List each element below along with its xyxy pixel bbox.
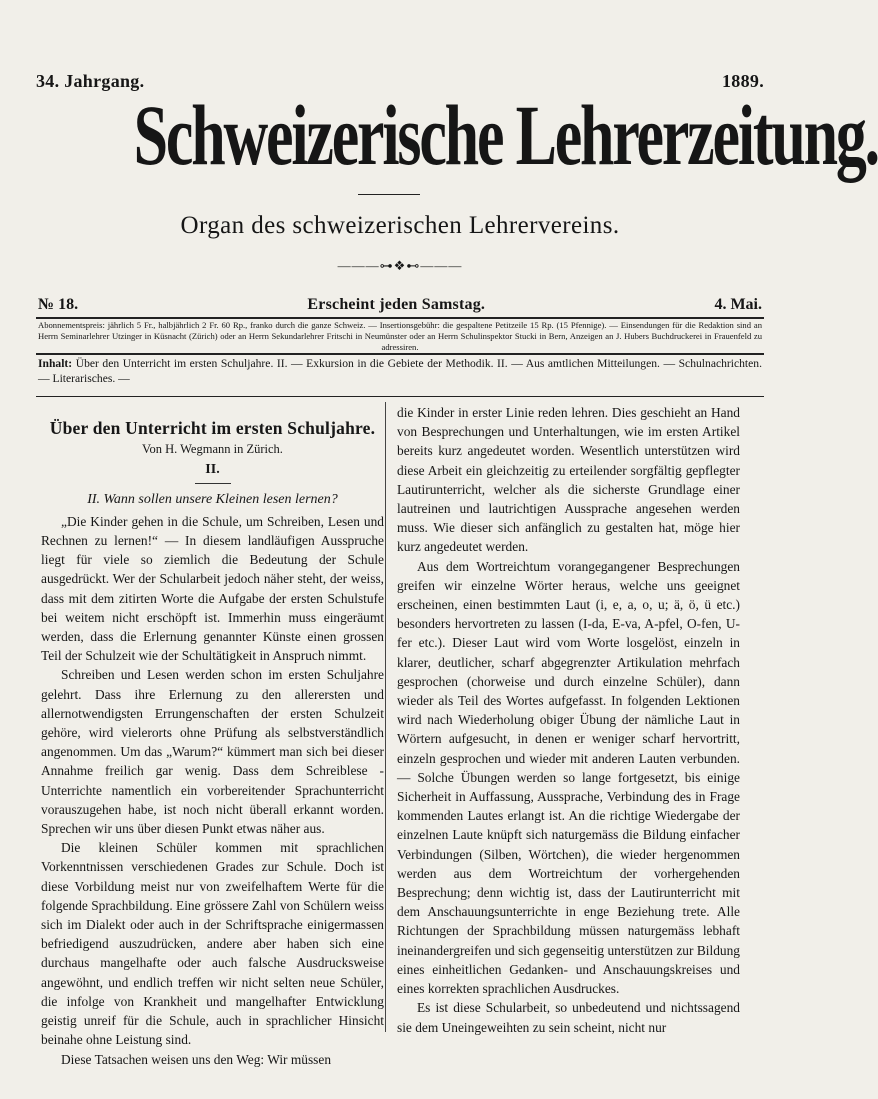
article-author: Von H. Wegmann in Zürich.: [142, 442, 283, 457]
right-column: [397, 403, 740, 1037]
title-rule: [358, 194, 420, 195]
paragraph: die Kinder in erster Linie reden lehren. Dies geschieht an Hand von Besprechungen und Unterhaltungen, wie im ersten Artikel bereits kurz angedeutet worden. Wesentlich unterstützen wird diese Arbeit ein gleichzeitig zu erteilender sorgfältig gepflegter Lautirunterricht, welcher als die sicherste Grundlage einer lautreinen und lautrichtigen Aussprache angesehen werden muss. Wie dieser sich anfänglich zu gestalten hat, möge hier kurz angedeutet werden.: [397, 405, 740, 555]
section-question: II. Wann sollen unsere Kleinen lesen lernen?: [87, 491, 338, 507]
subscription-info: Abonnementspreis: jährlich 5 Fr., halbjährlich 2 Fr. 60 Rp., franko durch die ganze Schweiz. — Insertionsgebühr: die gespaltene Petitzeile 15 Rp. (15 Pfennige). — Einsendungen für die Redaktion sind an Herrn Seminarlehrer Utzinger in Küsnacht (Zürich) oder an Herrn Sekundarlehrer Fritschi in Neumünster oder an Herrn Schulinspektor Stucki in Bern, Anzeigen an J. Hubers Buchdruckerei in Frauenfeld zu adressiren.: [38, 320, 762, 352]
column-divider: [385, 402, 386, 1032]
contents-text: Über den Unterricht im ersten Schuljahre. II. — Exkursion in die Gebiete der Methodik. II. — Aus amtlichen Mitteilungen. — Schulnachrichten. — Literarisches. —: [38, 357, 762, 385]
contents-block: [38, 356, 762, 386]
volume-label: 34. Jahrgang.: [36, 71, 145, 91]
paragraph: Aus dem Wortreichtum vorangegangener Besprechungen greifen wir einzelne Wörter heraus, welche uns geeignet erscheinen, einen bestimmten Laut (i, e, a, o, u; ä, ö, ü etc.) besonders hervortreten zu lassen (I-da, E-va, A-pfel, O-fen, U-fer etc.). Dieser Laut wird vom Worte losgelöst, einzeln in klarer, deutlicher, scharf abgegrenzter Artikulation mehrfach gesprochen (chorweise und durch einzelne Schüler), dann wieder als Teil des Wortes aufgefasst. In folgenden Lektionen wird nach Wiederholung obiger Übung der nämliche Laut in Wörtern aufgesucht, in denen er weniger scharf hervortritt, einzeln gesprochen und wieder mit anderen Lauten verbunden. — Solche Übungen werden so lange fortgesetzt, bis einige Sicherheit in Auffassung, Aussprache, Verbindung des in Frage kommenden Lautes erlangt ist. An die richtige Wiedergabe der einzelnen Laute knüpft sich naturgemäss die Bildung einfacher Verbindungen (Silben, Wörtchen), die wieder hergenommen werden aus dem Wortreichtum der vorhergehenden Besprechung; denn wichtig ist, dass der Lautirunterricht mit dem Anschauungsunterrichte in enge Beziehung trete. Alle Richtungen der Sprachbildung müssen naturgemäss lebhaft ineinandergreifen und sich gegenseitig unterstützen zur Bildung eines einheitlichen Gedanken- und Anschauungskreises und eines korrekten sprachlichen Ausdruckes.: [397, 558, 740, 997]
masthead-title: Schweizerische Lehrerzeitung.: [133, 87, 878, 183]
issue-date: 4. Mai.: [714, 296, 762, 313]
short-separator: [195, 483, 231, 484]
year-label: 1889.: [722, 71, 764, 91]
paragraph: „Die Kinder gehen in die Schule, um Schreiben, Lesen und Rechnen zu lernen!“ — In diesem landläufigen Ausspruche liegt für viele so ziemlich die Bedeutung der Schule ausgedrückt. Wer der Schularbeit jedoch näher steht, der weiss, dass mit dem zitirten Worte die Aufgabe der ersten Schulstufe bei weitem nicht erschöpft ist. Immerhin muss eingeräumt werden, dass die Erlernung genannter Künste einen grossen Teil der Schulzeit wie der Schultätigkeit in Anspruch nimmt.: [41, 513, 384, 664]
issue-number: № 18.: [38, 296, 79, 313]
rule-middle: [36, 353, 764, 355]
paragraph: Diese Tatsachen weisen uns den Weg: Wir müssen: [61, 1051, 332, 1067]
paragraph: Es ist diese Schularbeit, so unbedeutend und nichtssagend sie dem Uneingeweihten zu sein scheint, nicht nur: [397, 1000, 740, 1035]
ornament-divider: ———⊶❖⊷———: [337, 258, 463, 273]
article-title: Über den Unterricht im ersten Schuljahre.: [49, 418, 376, 438]
rule-top: [36, 317, 764, 319]
paragraph: Schreiben und Lesen werden schon im ersten Schuljahre gelehrt. Dass ihre Erlernung zu den allerersten und allernotwendigsten Errungenschaften der ersten Schulzeit gehöre, wird vielerorts ohne Prüfung als selbstverständlich angenommen. Um das „Warum?“ kümmert man sich bei dieser Annahme freilich gar wenig. Dass dem Schreiblese - Unterrichte namentlich ein vorbereitender Sprachunterricht vorauszugehen habe, ist noch nicht überall erkannt worden. Sprechen wir uns über diesen Punkt etwas näher aus.: [41, 667, 384, 837]
paragraph: Die kleinen Schüler kommen mit sprachlichen Vorkenntnissen verschiedenen Grades zur Schule. Doch ist diese Vorbildung meist nur von zweifelhaftem Werte für die folgende Sprachbildung. Eine grössere Zahl von Schülern weiss sich im Dialekt oder auch in der Schriftsprache einigermassen befriedigend auszudrücken, andere aber haben sich eine durchaus mangelhafte oder auch falsche Ausdrucksweise angewöhnt, und endlich treffen wir nicht selten neue Schüler, die infolge von Krankheit und mangelhafter Entwicklung geistig unreif für die Schule, auch in sprachlicher Hinsicht beinahe ohne Leistung sind.: [41, 840, 384, 1048]
left-column: [41, 403, 384, 1069]
article-part: II.: [205, 462, 220, 478]
masthead-subtitle: Organ des schweizerischen Lehrervereins.: [180, 212, 620, 239]
contents-label: Inhalt:: [38, 357, 73, 370]
issue-line: [38, 296, 762, 314]
publication-frequency: Erscheint jeden Samstag.: [307, 296, 486, 313]
rule-bottom: [36, 396, 764, 397]
